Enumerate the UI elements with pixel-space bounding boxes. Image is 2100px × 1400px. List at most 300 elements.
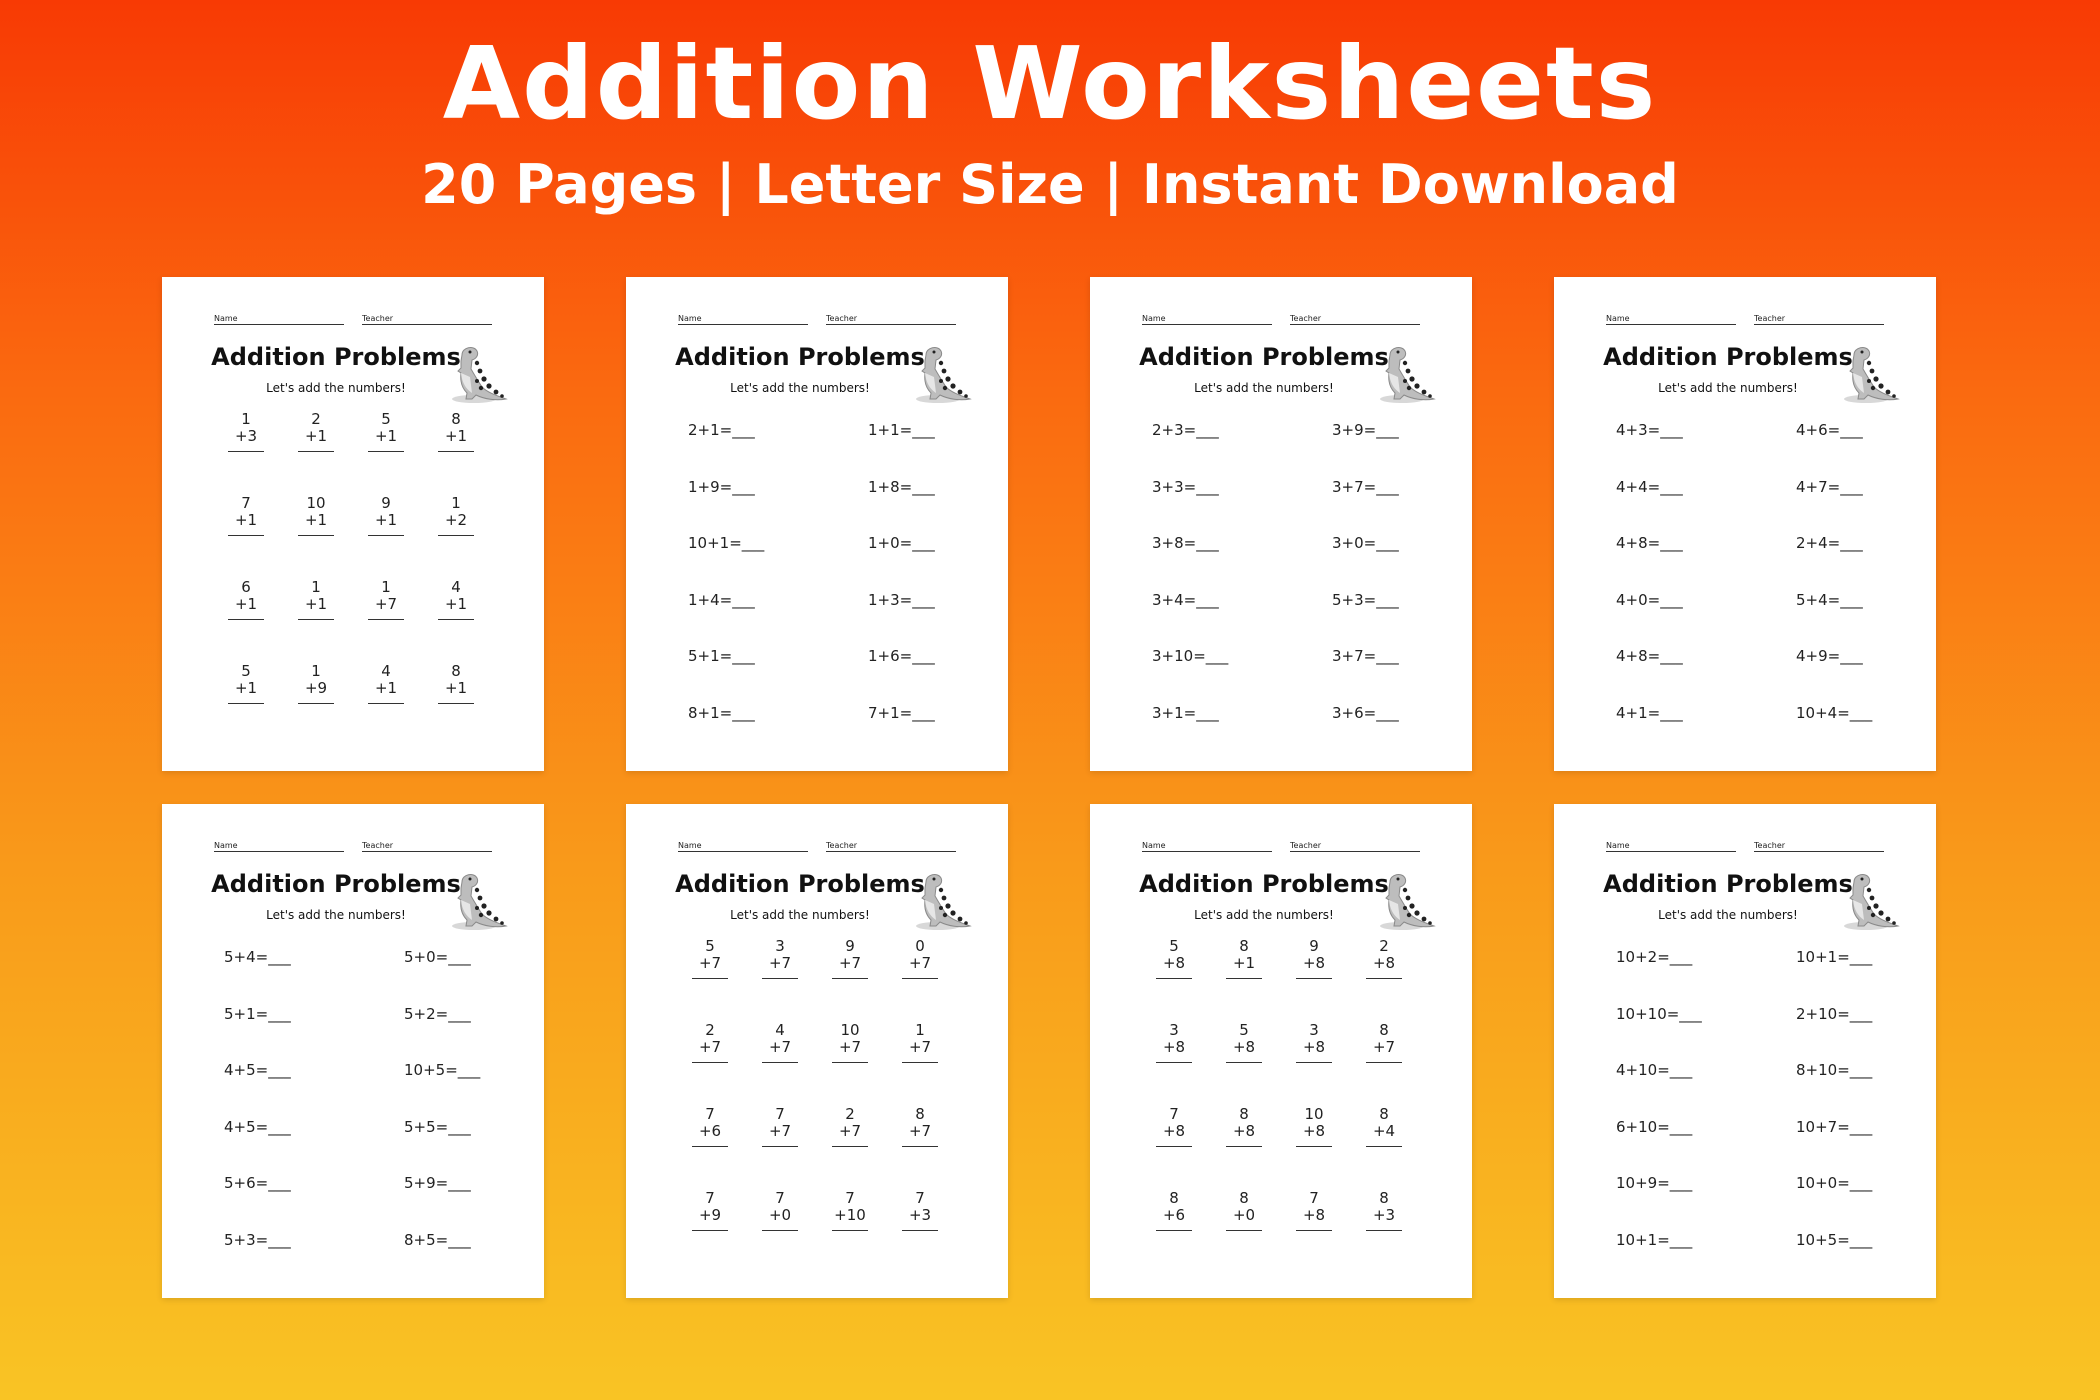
horizontal-problem: 10+1=___ (688, 534, 765, 552)
worksheet-page (1090, 277, 1472, 771)
horizontal-problem: 10+4=___ (1796, 703, 1873, 722)
addend-top: 8 (1239, 937, 1249, 955)
horizontal-problem: 5+9=___ (404, 1174, 471, 1192)
horizontal-problem: 4+4=___ (1616, 477, 1683, 496)
vertical-problem (228, 411, 264, 452)
problem-grid (1616, 948, 1876, 1287)
addend-bottom: +8 (1366, 955, 1402, 979)
addend-bottom: +1 (298, 428, 334, 452)
problem-row (224, 1118, 484, 1175)
addend-top: 5 (1169, 937, 1179, 955)
vertical-problem (298, 495, 334, 536)
horizontal-problem: 3+6=___ (1332, 703, 1399, 722)
addend-top: 2 (705, 1021, 715, 1039)
worksheet-page (1554, 277, 1936, 771)
problem-row (1616, 1174, 1876, 1231)
name-teacher-fields (678, 313, 958, 325)
addend-top: 5 (241, 662, 251, 680)
addend-bottom: +8 (1156, 1123, 1192, 1147)
addend-bottom: +8 (1226, 1039, 1262, 1063)
addend-bottom: +9 (298, 680, 334, 704)
vertical-problem (228, 579, 264, 620)
addend-bottom: +7 (368, 596, 404, 620)
problem-grid (688, 421, 948, 760)
teacher-field-label: Teacher (362, 840, 492, 852)
problem-row (688, 421, 948, 478)
addend-top: 7 (705, 1189, 715, 1207)
horizontal-problem: 1+1=___ (868, 421, 935, 439)
addend-bottom: +1 (298, 596, 334, 620)
vertical-problem (298, 411, 334, 452)
problem-row (1142, 1022, 1420, 1106)
horizontal-problem: 5+6=___ (224, 1174, 291, 1192)
addend-bottom: +1 (228, 680, 264, 704)
vertical-problem (902, 1106, 938, 1147)
problem-row (678, 1022, 956, 1106)
addend-bottom: +1 (368, 680, 404, 704)
vertical-problem (1226, 1106, 1262, 1147)
horizontal-problem: 4+3=___ (1616, 421, 1683, 439)
problem-row (1142, 1106, 1420, 1190)
addend-top: 1 (311, 662, 321, 680)
dinosaur-icon (1372, 868, 1438, 934)
addend-top: 5 (1239, 1021, 1249, 1039)
horizontal-problem: 2+10=___ (1796, 1004, 1873, 1023)
addend-top: 5 (381, 410, 391, 428)
addend-top: 8 (451, 662, 461, 680)
name-field-label: Name (1142, 313, 1272, 325)
horizontal-problem: 3+7=___ (1332, 477, 1399, 496)
problem-row (1152, 534, 1412, 591)
addend-bottom: +7 (902, 955, 938, 979)
worksheet-page (1554, 804, 1936, 1298)
addend-bottom: +10 (832, 1207, 868, 1231)
addend-top: 8 (451, 410, 461, 428)
addend-bottom: +8 (1156, 955, 1192, 979)
horizontal-problem: 10+7=___ (1796, 1117, 1873, 1136)
horizontal-problem: 8+5=___ (404, 1230, 471, 1249)
horizontal-problem: 1+0=___ (868, 534, 935, 552)
problem-row (1616, 1061, 1876, 1118)
horizontal-problem: 2+3=___ (1152, 421, 1219, 439)
problem-row (688, 591, 948, 648)
addend-top: 8 (915, 1105, 925, 1123)
vertical-problem (832, 1190, 868, 1231)
name-teacher-fields (214, 313, 494, 325)
name-field-label: Name (1606, 840, 1736, 852)
addend-bottom: +7 (902, 1123, 938, 1147)
addend-bottom: +8 (1296, 1039, 1332, 1063)
problem-row (214, 579, 492, 663)
problem-row (224, 1174, 484, 1231)
addend-top: 8 (1239, 1105, 1249, 1123)
vertical-problem (1156, 1190, 1192, 1231)
vertical-problem (1296, 938, 1332, 979)
addend-top: 7 (1309, 1189, 1319, 1207)
addend-bottom: +8 (1156, 1039, 1192, 1063)
name-teacher-fields (1606, 313, 1886, 325)
addend-bottom: +1 (438, 596, 474, 620)
horizontal-problem: 3+1=___ (1152, 703, 1219, 722)
horizontal-problem: 1+6=___ (868, 647, 935, 665)
addend-bottom: +7 (692, 1039, 728, 1063)
addend-bottom: +7 (762, 1039, 798, 1063)
worksheet-subtitle: Let's add the numbers! (1658, 381, 1798, 395)
horizontal-problem: 5+4=___ (224, 948, 291, 966)
addend-bottom: +1 (228, 596, 264, 620)
addend-bottom: +1 (438, 680, 474, 704)
addend-bottom: +8 (1226, 1123, 1262, 1147)
banner-title: Addition Worksheets (442, 25, 1658, 142)
vertical-problem (438, 663, 474, 704)
vertical-problem (762, 1190, 798, 1231)
problem-row (214, 495, 492, 579)
horizontal-problem: 1+9=___ (688, 477, 755, 496)
addend-bottom: +6 (692, 1123, 728, 1147)
problem-grid (678, 938, 956, 1274)
dinosaur-icon (444, 868, 510, 934)
problem-row (688, 534, 948, 591)
problem-row (1616, 478, 1876, 535)
horizontal-problem: 4+10=___ (1616, 1061, 1693, 1079)
name-field-label: Name (1606, 313, 1736, 325)
vertical-problem (368, 411, 404, 452)
vertical-problem (1156, 1106, 1192, 1147)
vertical-problem (1296, 1106, 1332, 1147)
addend-top: 2 (311, 410, 321, 428)
problem-row (678, 1106, 956, 1190)
dinosaur-icon (1836, 341, 1902, 407)
problem-row (1616, 647, 1876, 704)
teacher-field-label: Teacher (1754, 313, 1884, 325)
vertical-problem (1366, 938, 1402, 979)
problem-row (1152, 704, 1412, 761)
teacher-field-label: Teacher (1290, 840, 1420, 852)
horizontal-problem: 1+3=___ (868, 590, 935, 609)
addend-bottom: +7 (762, 1123, 798, 1147)
addend-top: 9 (1309, 937, 1319, 955)
addend-bottom: +3 (228, 428, 264, 452)
addend-top: 1 (381, 578, 391, 596)
addend-bottom: +7 (832, 955, 868, 979)
worksheet-page (162, 277, 544, 771)
problem-row (1616, 421, 1876, 478)
addend-bottom: +1 (368, 512, 404, 536)
vertical-problem (438, 495, 474, 536)
horizontal-problem: 5+4=___ (1796, 590, 1863, 609)
horizontal-problem: 10+9=___ (1616, 1174, 1693, 1192)
addend-bottom: +9 (692, 1207, 728, 1231)
teacher-field-label: Teacher (826, 313, 956, 325)
problem-row (224, 1231, 484, 1288)
problem-row (214, 663, 492, 747)
addend-bottom: +1 (438, 428, 474, 452)
vertical-problem (438, 411, 474, 452)
horizontal-problem: 10+5=___ (404, 1061, 481, 1079)
problem-row (1616, 1118, 1876, 1175)
worksheet-title: Addition Problems (1603, 343, 1853, 371)
horizontal-problem: 2+1=___ (688, 421, 755, 439)
addend-top: 1 (915, 1021, 925, 1039)
name-teacher-fields (1606, 840, 1886, 852)
addend-top: 8 (1379, 1105, 1389, 1123)
vertical-problem (228, 495, 264, 536)
name-field-label: Name (214, 313, 344, 325)
vertical-problem (1296, 1022, 1332, 1063)
name-teacher-fields (1142, 313, 1422, 325)
worksheet-subtitle: Let's add the numbers! (266, 908, 406, 922)
worksheet-page (626, 804, 1008, 1298)
name-field-label: Name (678, 313, 808, 325)
horizontal-problem: 5+3=___ (1332, 590, 1399, 609)
name-field-label: Name (214, 840, 344, 852)
addend-top: 1 (311, 578, 321, 596)
horizontal-problem: 10+1=___ (1616, 1230, 1693, 1249)
horizontal-problem: 3+8=___ (1152, 534, 1219, 552)
problem-row (1616, 704, 1876, 761)
banner-subtitle: 20 Pages | Letter Size | Instant Download (421, 153, 1679, 216)
vertical-problem (368, 663, 404, 704)
horizontal-problem: 6+10=___ (1616, 1117, 1693, 1136)
addend-bottom: +1 (228, 512, 264, 536)
horizontal-problem: 4+5=___ (224, 1117, 291, 1136)
worksheet-page (626, 277, 1008, 771)
worksheet-page (162, 804, 544, 1298)
problem-row (688, 478, 948, 535)
addend-bottom: +1 (368, 428, 404, 452)
addend-top: 10 (1304, 1105, 1324, 1123)
horizontal-problem: 5+0=___ (404, 948, 471, 966)
addend-top: 8 (1379, 1021, 1389, 1039)
worksheet-title: Addition Problems (1139, 343, 1389, 371)
horizontal-problem: 4+9=___ (1796, 647, 1863, 665)
vertical-problem (762, 1022, 798, 1063)
worksheet-subtitle: Let's add the numbers! (1658, 908, 1798, 922)
horizontal-problem: 3+4=___ (1152, 590, 1219, 609)
vertical-problem (368, 495, 404, 536)
addend-bottom: +1 (298, 512, 334, 536)
addend-top: 3 (775, 937, 785, 955)
addend-top: 8 (1379, 1189, 1389, 1207)
horizontal-problem: 3+10=___ (1152, 647, 1229, 665)
problem-grid (214, 411, 492, 747)
problem-row (214, 411, 492, 495)
worksheet-page (1090, 804, 1472, 1298)
addend-bottom: +7 (902, 1039, 938, 1063)
addend-bottom: +8 (1296, 1123, 1332, 1147)
horizontal-problem: 8+1=___ (688, 703, 755, 722)
vertical-problem (1226, 1190, 1262, 1231)
name-field-label: Name (678, 840, 808, 852)
addend-top: 7 (845, 1189, 855, 1207)
problem-row (1152, 421, 1412, 478)
addend-top: 1 (241, 410, 251, 428)
problem-row (688, 704, 948, 761)
addend-bottom: +7 (1366, 1039, 1402, 1063)
problem-grid (224, 948, 484, 1287)
addend-top: 0 (915, 937, 925, 955)
worksheet-title: Addition Problems (675, 343, 925, 371)
problem-row (1616, 534, 1876, 591)
addend-top: 1 (451, 494, 461, 512)
addend-top: 7 (915, 1189, 925, 1207)
vertical-problem (1366, 1106, 1402, 1147)
horizontal-problem: 10+0=___ (1796, 1174, 1873, 1192)
teacher-field-label: Teacher (362, 313, 492, 325)
teacher-field-label: Teacher (1290, 313, 1420, 325)
horizontal-problem: 2+4=___ (1796, 534, 1863, 552)
addend-top: 7 (241, 494, 251, 512)
vertical-problem (692, 1022, 728, 1063)
vertical-problem (902, 1022, 938, 1063)
dinosaur-icon (908, 868, 974, 934)
vertical-problem (1156, 1022, 1192, 1063)
problem-row (1616, 1005, 1876, 1062)
addend-top: 8 (1239, 1189, 1249, 1207)
problem-row (678, 1190, 956, 1274)
worksheet-title: Addition Problems (675, 870, 925, 898)
addend-bottom: +7 (762, 955, 798, 979)
vertical-problem (902, 938, 938, 979)
vertical-problem (438, 579, 474, 620)
addend-top: 10 (306, 494, 326, 512)
addend-bottom: +3 (902, 1207, 938, 1231)
vertical-problem (762, 938, 798, 979)
vertical-problem (832, 1106, 868, 1147)
horizontal-problem: 3+3=___ (1152, 477, 1219, 496)
addend-top: 9 (845, 937, 855, 955)
addend-bottom: +2 (438, 512, 474, 536)
horizontal-problem: 1+8=___ (868, 477, 935, 496)
horizontal-problem: 1+4=___ (688, 590, 755, 609)
problem-row (1142, 1190, 1420, 1274)
problem-row (1152, 478, 1412, 535)
addend-bottom: +7 (832, 1123, 868, 1147)
addend-top: 4 (451, 578, 461, 596)
horizontal-problem: 4+5=___ (224, 1061, 291, 1079)
problem-row (1616, 1231, 1876, 1288)
vertical-problem (832, 1022, 868, 1063)
vertical-problem (762, 1106, 798, 1147)
problem-grid (1616, 421, 1876, 760)
addend-top: 7 (705, 1105, 715, 1123)
horizontal-problem: 10+5=___ (1796, 1230, 1873, 1249)
name-teacher-fields (678, 840, 958, 852)
horizontal-problem: 3+0=___ (1332, 534, 1399, 552)
addend-bottom: +4 (1366, 1123, 1402, 1147)
vertical-problem (1296, 1190, 1332, 1231)
horizontal-problem: 5+5=___ (404, 1117, 471, 1136)
addend-bottom: +1 (1226, 955, 1262, 979)
problem-row (688, 647, 948, 704)
addend-bottom: +0 (762, 1207, 798, 1231)
worksheet-subtitle: Let's add the numbers! (1194, 908, 1334, 922)
addend-top: 7 (775, 1189, 785, 1207)
vertical-problem (1366, 1022, 1402, 1063)
addend-top: 9 (381, 494, 391, 512)
vertical-problem (1226, 938, 1262, 979)
addend-bottom: +7 (832, 1039, 868, 1063)
worksheet-subtitle: Let's add the numbers! (730, 908, 870, 922)
addend-top: 3 (1169, 1021, 1179, 1039)
addend-top: 2 (1379, 937, 1389, 955)
horizontal-problem: 4+8=___ (1616, 534, 1683, 552)
horizontal-problem: 10+10=___ (1616, 1004, 1702, 1023)
vertical-problem (692, 1190, 728, 1231)
addend-top: 4 (381, 662, 391, 680)
problem-row (224, 1005, 484, 1062)
problem-row (1616, 948, 1876, 1005)
problem-row (1152, 591, 1412, 648)
problem-row (224, 1061, 484, 1118)
horizontal-problem: 3+9=___ (1332, 421, 1399, 439)
vertical-problem (298, 579, 334, 620)
addend-bottom: +7 (692, 955, 728, 979)
horizontal-problem: 4+0=___ (1616, 590, 1683, 609)
vertical-problem (692, 1106, 728, 1147)
vertical-problem (368, 579, 404, 620)
horizontal-problem: 5+2=___ (404, 1004, 471, 1023)
horizontal-problem: 10+2=___ (1616, 948, 1693, 966)
worksheet-title: Addition Problems (1139, 870, 1389, 898)
problem-row (224, 948, 484, 1005)
dinosaur-icon (1836, 868, 1902, 934)
vertical-problem (832, 938, 868, 979)
dinosaur-icon (908, 341, 974, 407)
problem-grid (1142, 938, 1420, 1274)
horizontal-problem: 4+8=___ (1616, 647, 1683, 665)
horizontal-problem: 8+10=___ (1796, 1061, 1873, 1079)
addend-top: 3 (1309, 1021, 1319, 1039)
addend-top: 2 (845, 1105, 855, 1123)
addend-top: 8 (1169, 1189, 1179, 1207)
vertical-problem (228, 663, 264, 704)
horizontal-problem: 10+1=___ (1796, 948, 1873, 966)
addend-top: 7 (1169, 1105, 1179, 1123)
horizontal-problem: 3+7=___ (1332, 647, 1399, 665)
dinosaur-icon (444, 341, 510, 407)
addend-bottom: +0 (1226, 1207, 1262, 1231)
vertical-problem (298, 663, 334, 704)
problem-row (1152, 647, 1412, 704)
name-teacher-fields (214, 840, 494, 852)
worksheet-subtitle: Let's add the numbers! (730, 381, 870, 395)
horizontal-problem: 5+1=___ (224, 1004, 291, 1023)
horizontal-problem: 4+1=___ (1616, 703, 1683, 722)
horizontal-problem: 7+1=___ (868, 703, 935, 722)
addend-top: 10 (840, 1021, 860, 1039)
teacher-field-label: Teacher (826, 840, 956, 852)
addend-top: 4 (775, 1021, 785, 1039)
worksheet-title: Addition Problems (211, 343, 461, 371)
horizontal-problem: 4+6=___ (1796, 421, 1863, 439)
problem-row (1616, 591, 1876, 648)
worksheet-title: Addition Problems (211, 870, 461, 898)
addend-top: 5 (705, 937, 715, 955)
problem-row (678, 938, 956, 1022)
problem-grid (1152, 421, 1412, 760)
worksheet-title: Addition Problems (1603, 870, 1853, 898)
vertical-problem (692, 938, 728, 979)
addend-top: 6 (241, 578, 251, 596)
addend-bottom: +3 (1366, 1207, 1402, 1231)
worksheet-subtitle: Let's add the numbers! (1194, 381, 1334, 395)
name-field-label: Name (1142, 840, 1272, 852)
dinosaur-icon (1372, 341, 1438, 407)
worksheet-subtitle: Let's add the numbers! (266, 381, 406, 395)
teacher-field-label: Teacher (1754, 840, 1884, 852)
horizontal-problem: 5+1=___ (688, 647, 755, 665)
